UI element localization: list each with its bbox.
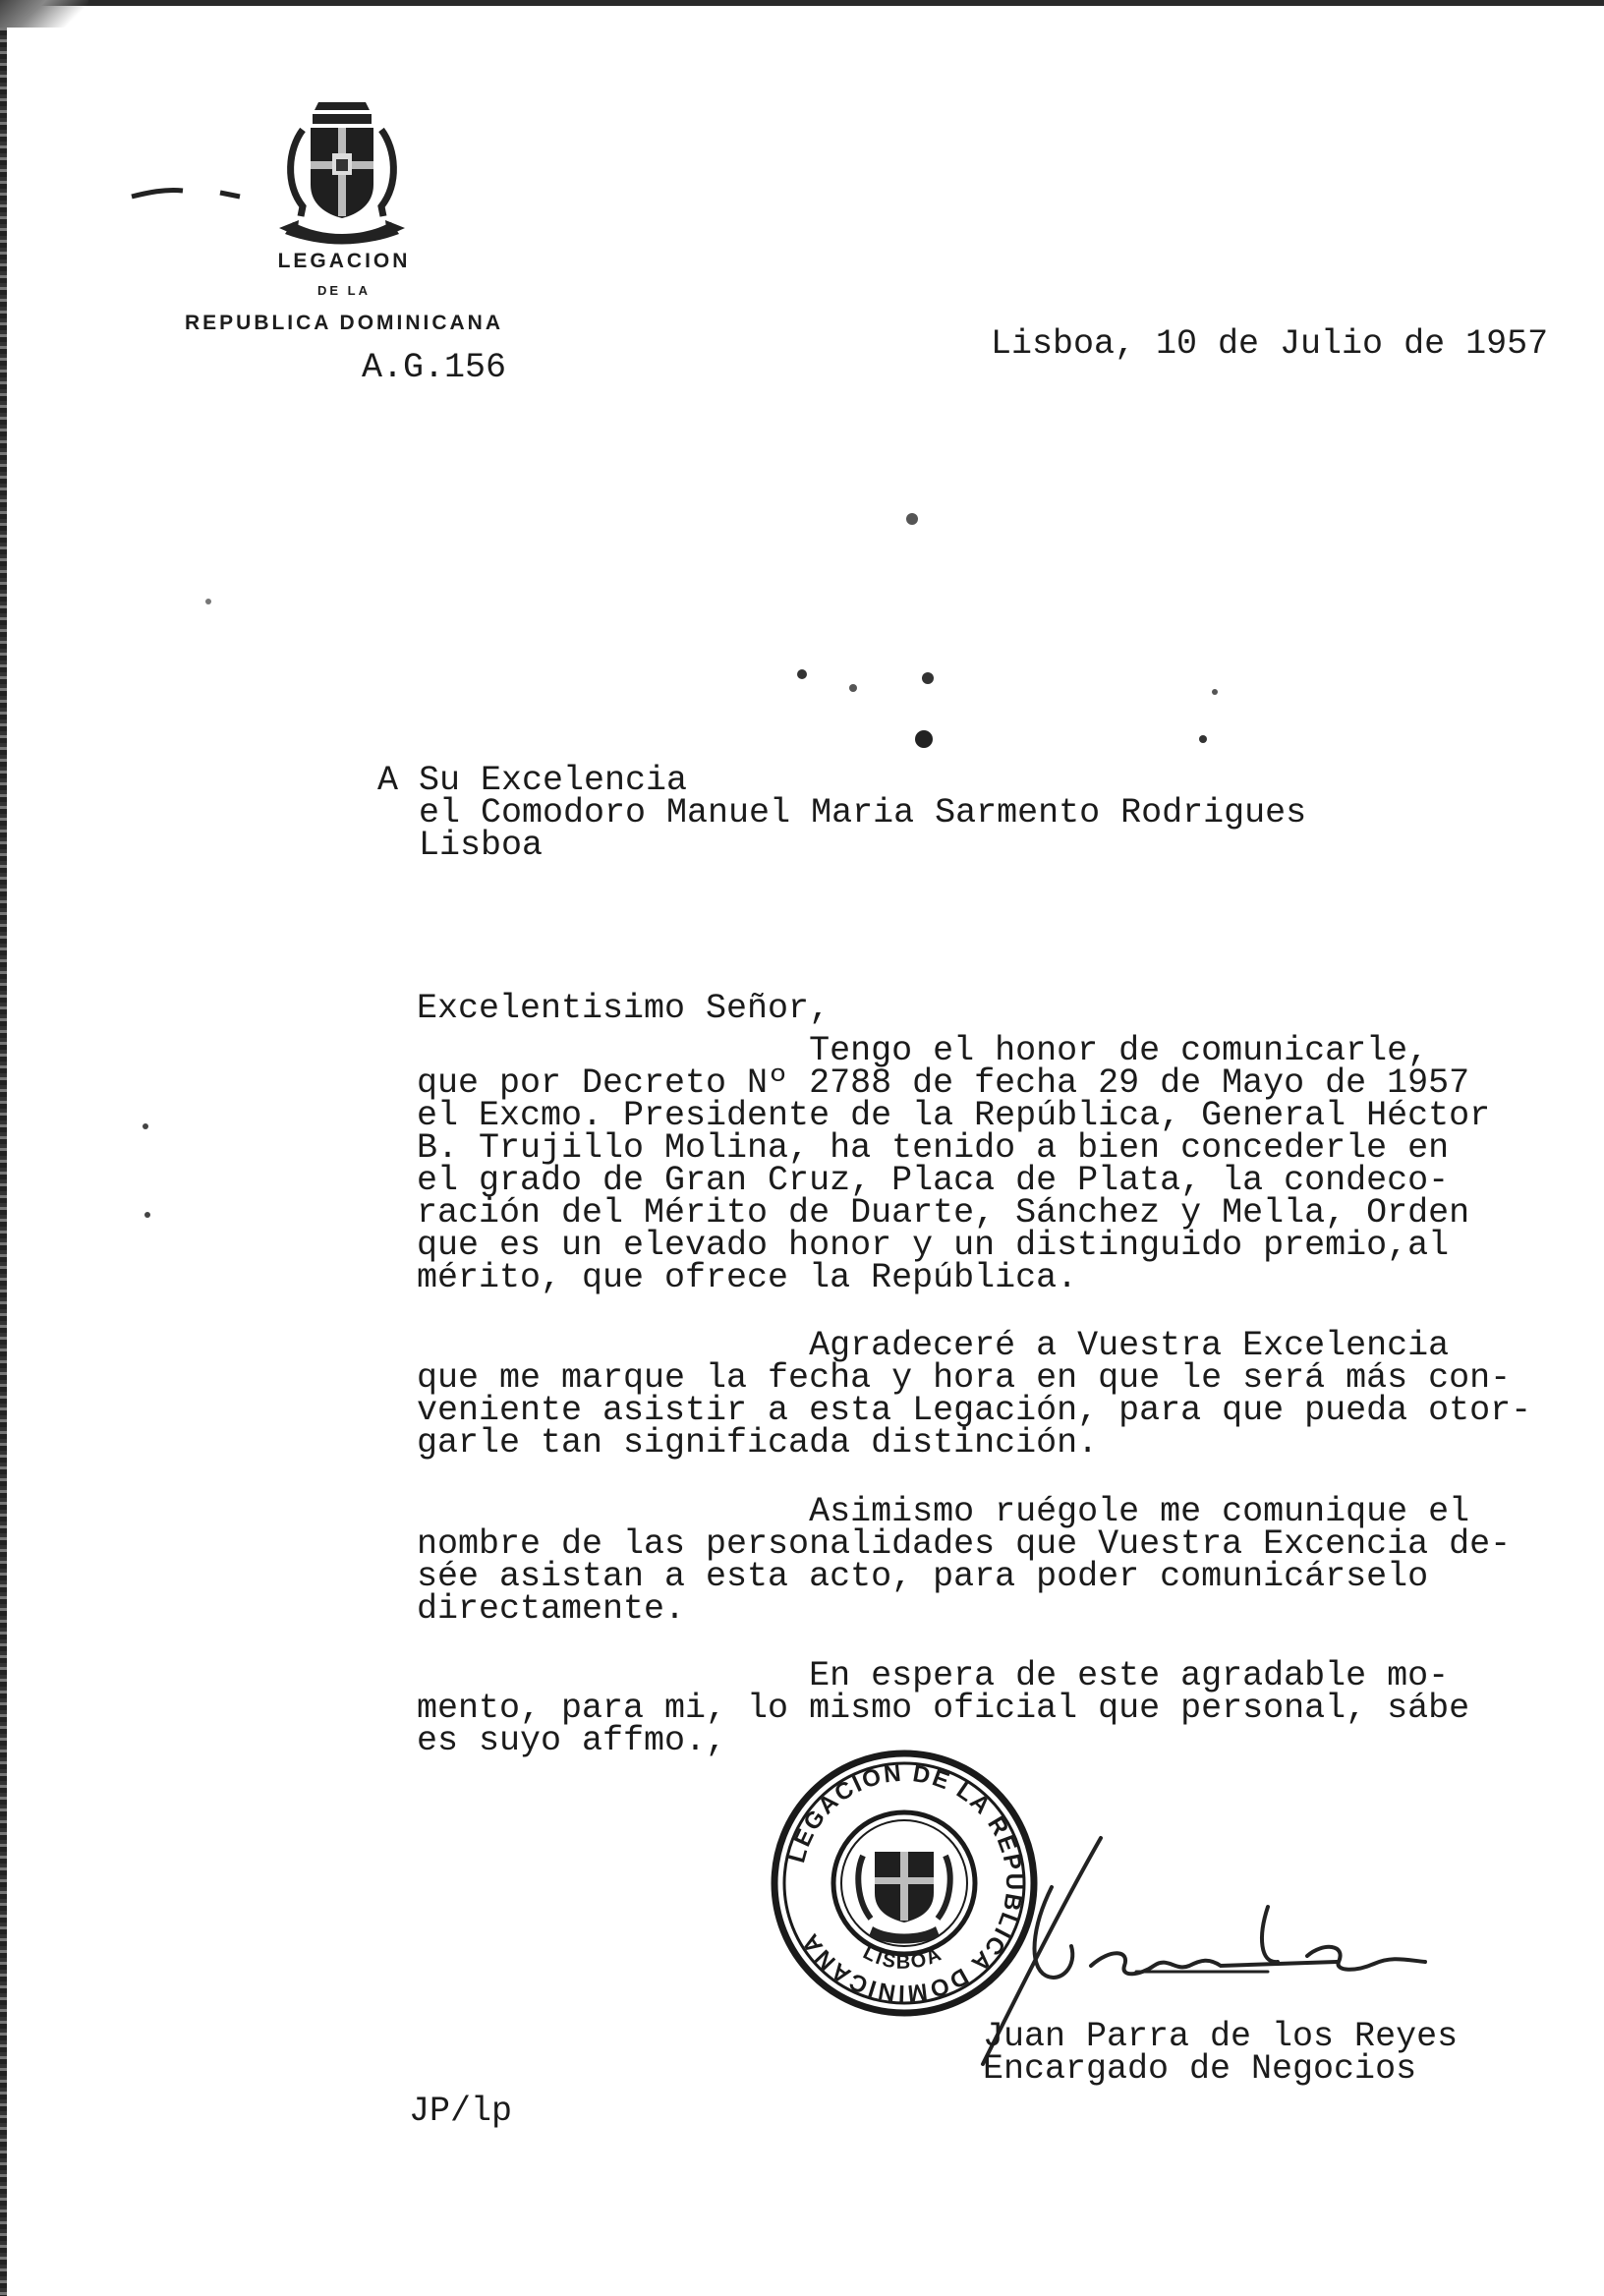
text-line: nombre de las personalidades que Vuestra Excencia de- [417, 1524, 1512, 1564]
text-line: veniente asistir a esta Legación, para que pueda otor- [417, 1391, 1532, 1430]
address-line: Lisboa [377, 826, 544, 865]
signer-name: Juan Parra de los Reyes [983, 2017, 1459, 2056]
coat-of-arms-icon [263, 90, 421, 248]
scan-edge-left [0, 0, 7, 2296]
text-line: garle tan significada distinción. [417, 1423, 1099, 1463]
paragraph-1 [417, 1031, 1491, 1297]
text-line: B. Trujillo Molina, ha tenido a bien concederle en [417, 1128, 1450, 1168]
text-line: En espera de este agradable mo- [417, 1656, 1450, 1695]
seal-city: LISBOA [859, 1941, 946, 1974]
address-line: el Comodoro Manuel Maria Sarmento Rodrigues [377, 793, 1307, 832]
letterhead-republica: REPUBLICA DOMINICANA [184, 312, 504, 334]
text-line: ración del Mérito de Duarte, Sánchez y Mella, Orden [417, 1193, 1470, 1233]
text-line: Agradeceré a Vuestra Excelencia [417, 1326, 1450, 1365]
signature-block [983, 2017, 1459, 2089]
text-line: el Excmo. Presidente de la República, General Héctor [417, 1096, 1491, 1135]
typist-initials: JP/lp [409, 2092, 513, 2131]
paragraph-3 [417, 1492, 1512, 1629]
text-line: es suyo affmo., [417, 1721, 727, 1760]
paragraph-2 [417, 1326, 1532, 1463]
text-line: el grado de Gran Cruz, Placa de Plata, la condeco- [417, 1161, 1450, 1200]
address-line: A Su Excelencia [377, 761, 688, 800]
text-line: mérito, que ofrece la República. [417, 1258, 1078, 1297]
text-line: Tengo el honor de comunicarle, [417, 1031, 1429, 1070]
text-line: Asimismo ruégole me comunique el [417, 1492, 1470, 1531]
paragraph-4 [417, 1656, 1470, 1760]
text-line: que es un elevado honor y un distinguido premio,al [417, 1226, 1450, 1265]
letterhead-legacion: LEGACION [277, 250, 411, 272]
reference-number: A.G.156 [362, 348, 507, 387]
text-line: que por Decreto Nº 2788 de fecha 29 de Mayo de 1957 [417, 1063, 1470, 1103]
recipient-address [377, 761, 1307, 865]
salutation: Excelentisimo Señor, [417, 989, 831, 1028]
signer-title: Encargado de Negocios [983, 2049, 1417, 2089]
scan-edge-top [0, 0, 1604, 6]
text-line: que me marque la fecha y hora en que le será más con- [417, 1358, 1512, 1398]
letterhead-de-la: DE LA [317, 283, 371, 298]
text-line: directamente. [417, 1589, 686, 1629]
seal-text: LEGACION DE LA REPUBLICA DOMINICANA [783, 1759, 1028, 2007]
scan-corner-mark [0, 0, 88, 28]
text-line: sée asistan a esta acto, para poder comunicárselo [417, 1557, 1429, 1596]
text-line: mento, para mi, lo mismo oficial que personal, sábe [417, 1689, 1470, 1728]
letter-date: Lisboa, 10 de Julio de 1957 [991, 324, 1549, 364]
